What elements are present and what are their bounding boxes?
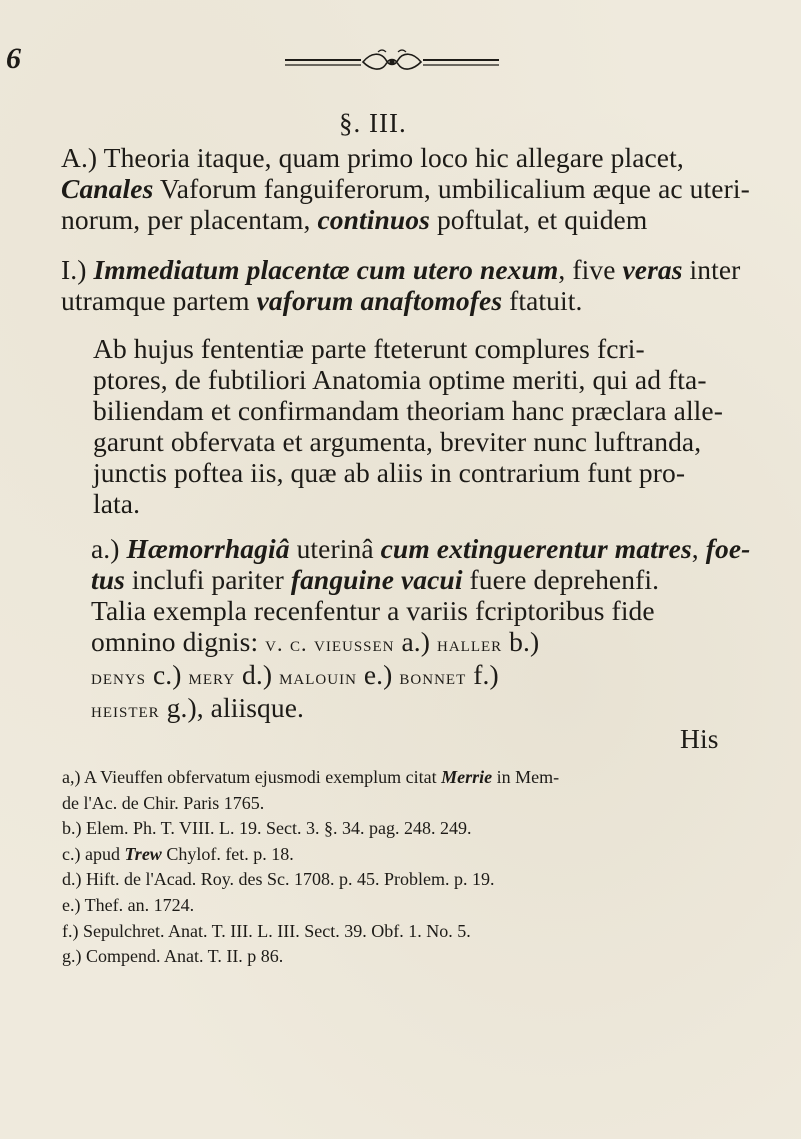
text-run: de l'Ac. de Chir. Paris 1765. — [62, 792, 265, 813]
text-run: c.) — [146, 659, 189, 690]
text-run: d.) — [235, 659, 280, 690]
italic-text: vaforum anaftomofes — [256, 285, 503, 316]
italic-text: Canales — [61, 173, 154, 204]
italic-text: Merrie — [441, 767, 493, 787]
text-line — [91, 659, 750, 692]
text-run: lata. — [93, 488, 141, 519]
text-run: e.) — [356, 659, 400, 690]
footnote-line — [62, 765, 559, 791]
author-name: haller — [437, 631, 503, 656]
text-run: f.) — [466, 659, 499, 690]
author-name: malouin — [279, 664, 357, 689]
footnote-line — [62, 944, 559, 970]
text-run: a.) — [394, 626, 437, 657]
text-run: g.) Compend. Anat. T. II. p 86. — [62, 946, 284, 967]
text-run: A.) Theoria itaque, quam primo loco hic allegare placet, — [61, 142, 684, 173]
footnote-line — [62, 842, 559, 868]
text-run: biliendam et confirmandam theoriam hanc præclara alle- — [93, 395, 723, 426]
text-run: I.) — [61, 254, 94, 285]
text-line — [93, 395, 723, 426]
paragraph-immediatum — [61, 254, 740, 316]
footnote-line — [62, 867, 559, 893]
italic-text: cum extinguerentur matres — [380, 533, 692, 564]
text-run: Vaforum fanguiferorum, umbilicalium æque ac uteri- — [153, 173, 750, 204]
italic-text: tus — [91, 564, 125, 595]
text-run: junctis poftea iis, quæ ab aliis in contrarium funt pro- — [93, 457, 686, 488]
text-run: fuere deprehenfi. — [462, 564, 660, 595]
text-line — [61, 142, 750, 173]
footnote-line — [62, 919, 559, 945]
text-run: garunt obfervata et argumenta, breviter nunc luftranda, — [93, 426, 702, 457]
page-number: 6 — [6, 42, 21, 75]
footnote-line — [62, 816, 559, 842]
italic-text: Hæmorrhagiâ — [126, 533, 290, 564]
footnotes — [62, 765, 559, 970]
text-run: uterinâ — [289, 533, 381, 564]
paragraph-haemorrhagia — [91, 533, 750, 725]
text-run: b.) Elem. Ph. T. VIII. L. 19. Sect. 3. §. 34. pag. 248. 249. — [62, 818, 472, 839]
italic-text: veras — [622, 254, 683, 285]
text-line — [93, 488, 723, 519]
author-name: v. c. vieussen — [265, 631, 395, 656]
text-run: poftulat, et quidem — [429, 204, 648, 235]
text-run: a.) — [91, 533, 127, 564]
text-run: omnino dignis: — [91, 626, 266, 657]
text-run: , — [691, 533, 706, 564]
text-run: in Mem- — [492, 767, 560, 787]
text-run: , five — [558, 254, 623, 285]
text-run: Ab hujus fententiæ parte fteterunt complures fcri- — [93, 333, 645, 364]
text-run: g.), aliisque. — [159, 692, 304, 723]
italic-text: continuos — [317, 204, 430, 235]
text-line — [91, 595, 750, 626]
text-run: utramque partem — [61, 285, 257, 316]
author-name: mery — [188, 664, 236, 689]
text-run: inter — [682, 254, 741, 285]
text-run: norum, per placentam, — [61, 204, 318, 235]
text-line — [91, 626, 750, 659]
text-run: Talia exempla recenfentur a variis fcriptoribus fide — [91, 595, 655, 626]
text-run: e.) Thef. an. 1724. — [62, 894, 195, 915]
author-name: heister — [91, 697, 160, 722]
text-line — [61, 254, 740, 285]
text-line — [61, 285, 740, 316]
author-name: denys — [91, 664, 147, 689]
text-line — [93, 333, 723, 364]
italic-text: Immediatum placentæ cum utero nexum — [93, 254, 559, 285]
footnote-line — [62, 791, 559, 817]
section-heading: §. III. — [339, 108, 407, 138]
ornament-rule-icon — [283, 48, 501, 78]
paragraph-theoria — [61, 142, 750, 235]
text-run: ftatuit. — [502, 285, 583, 316]
text-line — [91, 564, 750, 595]
italic-text: Trew — [124, 843, 162, 864]
italic-text: foe- — [705, 533, 751, 564]
text-run: inclufi pariter — [124, 564, 291, 595]
text-run: b.) — [502, 626, 540, 657]
text-line — [93, 426, 723, 457]
text-run: d.) Hift. de l'Acad. Roy. des Sc. 1708. p. 45. Problem. p. 19. — [62, 869, 495, 890]
text-line — [91, 533, 750, 564]
text-run: ptores, de fubtiliori Anatomia optime meriti, qui ad fta- — [93, 364, 707, 395]
italic-text: fanguine vacui — [290, 564, 463, 595]
text-run: a,) A Vieuffen obfervatum ejusmodi exemplum citat — [62, 767, 442, 787]
catchword: His — [680, 723, 719, 754]
text-run: f.) Sepulchret. Anat. T. III. L. III. Sect. 39. Obf. 1. No. 5. — [62, 920, 471, 941]
text-run: c.) apud — [62, 843, 125, 864]
text-line — [91, 692, 750, 725]
footnote-line — [62, 893, 559, 919]
text-line — [93, 457, 723, 488]
paragraph-sententia — [93, 333, 723, 519]
text-line — [61, 173, 750, 204]
text-line — [61, 204, 750, 235]
text-line — [93, 364, 723, 395]
text-run: Chylof. fet. p. 18. — [161, 843, 294, 864]
author-name: bonnet — [399, 664, 467, 689]
